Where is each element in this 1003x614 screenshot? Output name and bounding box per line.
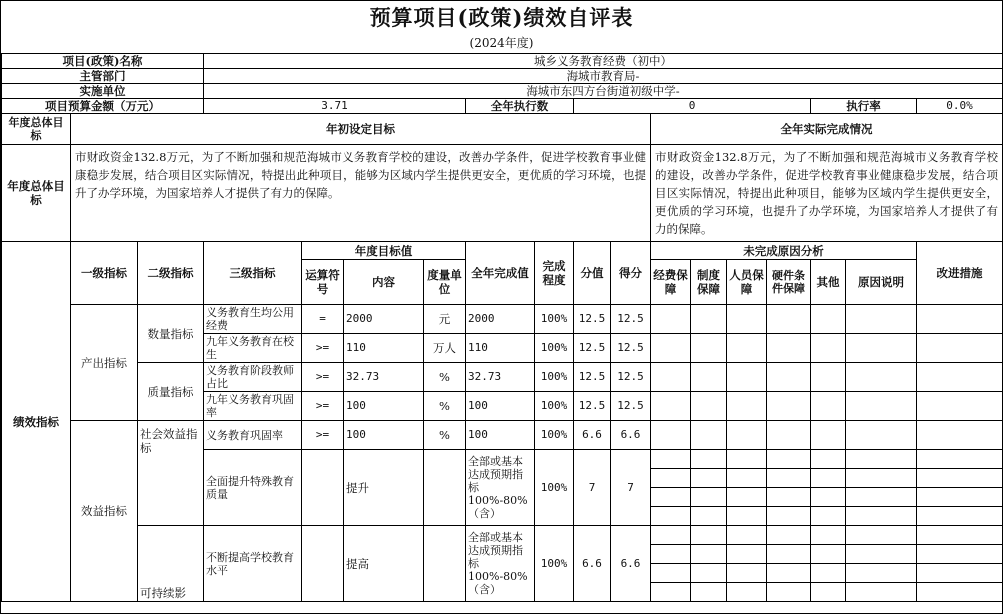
initial-goal-text: 市财政资金132.8万元，为了不断加强和规范海城市义务教育学校的建设，改善办学条件，促进学校教育事业健康稳步发展，结合项目区实际情况，特提出此种项目，能够为区域内学生提供更安全，更优质的学习环境，也提升了办学环境，为国家培养人才提供了有力的保障。	[71, 145, 651, 242]
rate-value: 0.0%	[917, 99, 1003, 114]
goal-label-top: 年度总体目标	[2, 114, 71, 145]
row6-degree: 100%	[535, 450, 574, 526]
degree-header: 完成程度	[535, 242, 574, 305]
op-header: 运算符号	[302, 260, 344, 305]
level2-header: 二级指标	[138, 242, 204, 305]
row1-score: 12.5	[611, 305, 651, 334]
perf-label: 绩效指标	[2, 242, 71, 602]
row7-score: 6.6	[611, 526, 651, 602]
row2-value: 12.5	[574, 334, 611, 363]
output-group: 产出指标	[71, 305, 138, 421]
dept-value: 海城市教育局-	[204, 69, 1003, 84]
reason-header: 原因说明	[846, 260, 917, 305]
project-label: 项目(政策)名称	[2, 54, 204, 69]
hardware-header: 硬件条件保障	[767, 260, 811, 305]
unfinished-header: 未完成原因分析	[651, 242, 917, 260]
row2-actual: 110	[466, 334, 535, 363]
row4-l3: 九年义务教育巩固率	[204, 392, 302, 421]
row3-content: 32.73	[344, 363, 424, 392]
row3-unit: %	[424, 363, 466, 392]
goal-label: 年度总体目标	[2, 145, 71, 242]
other-header: 其他	[811, 260, 846, 305]
quantity-group: 数量指标	[138, 305, 204, 363]
project-value: 城乡义务教育经费（初中）	[204, 54, 1003, 69]
row3-actual: 32.73	[466, 363, 535, 392]
budget-label: 项目预算金额（万元）	[2, 99, 204, 114]
unit-header: 度量单位	[424, 260, 466, 305]
actual-goal-header: 全年实际完成情况	[651, 114, 1003, 145]
level1-header: 一级指标	[71, 242, 138, 305]
social-group: 社会效益指标	[138, 421, 204, 526]
row1-unit: 元	[424, 305, 466, 334]
row4-degree: 100%	[535, 392, 574, 421]
row7-degree: 100%	[535, 526, 574, 602]
row1-l3: 义务教育生均公用经费	[204, 305, 302, 334]
row7-l3: 不断提高学校教育水平	[204, 526, 302, 602]
exec-label: 全年执行数	[466, 99, 574, 114]
row5-l3: 义务教育巩固率	[204, 421, 302, 450]
annual-target-header: 年度目标值	[302, 242, 466, 260]
row7-actual: 全部或基本达成预期指标100%-80%（含）	[466, 526, 535, 602]
unit-label: 实施单位	[2, 84, 204, 99]
row6-score: 7	[611, 450, 651, 526]
row4-unit: %	[424, 392, 466, 421]
row1-content: 2000	[344, 305, 424, 334]
row2-op: >=	[302, 334, 344, 363]
row7-unit	[424, 526, 466, 602]
row3-score: 12.5	[611, 363, 651, 392]
row5-unit: %	[424, 421, 466, 450]
row7-value: 6.6	[574, 526, 611, 602]
sustain-group: 可持续影	[138, 526, 204, 602]
row4-content: 100	[344, 392, 424, 421]
actual-value-header: 全年完成值	[466, 242, 535, 305]
content-header: 内容	[344, 260, 424, 305]
row2-score: 12.5	[611, 334, 651, 363]
row2-unit: 万人	[424, 334, 466, 363]
quality-group: 质量指标	[138, 363, 204, 421]
fund-header: 经费保障	[651, 260, 691, 305]
row5-score: 6.6	[611, 421, 651, 450]
initial-goal-header: 年初设定目标	[71, 114, 651, 145]
budget-value: 3.71	[204, 99, 466, 114]
actual-goal-text: 市财政资金132.8万元，为了不断加强和规范海城市义务教育学校的建设，改善办学条件，促进学校教育事业健康稳步发展，结合项目区实际情况，特提出此种项目，能够为区域内学生提供更安全，更优质的学习环境，也提升了办学环境，为国家培养人才提供了有力的保障。	[651, 145, 1003, 242]
row4-value: 12.5	[574, 392, 611, 421]
row3-op: >=	[302, 363, 344, 392]
exec-value: 0	[574, 99, 811, 114]
row2-degree: 100%	[535, 334, 574, 363]
row7-content: 提高	[344, 526, 424, 602]
row3-degree: 100%	[535, 363, 574, 392]
score-value-header: 分值	[574, 242, 611, 305]
dept-label: 主管部门	[2, 69, 204, 84]
row6-l3: 全面提升特殊教育质量	[204, 450, 302, 526]
row1-op: =	[302, 305, 344, 334]
score-header: 得分	[611, 242, 651, 305]
row6-op	[302, 450, 344, 526]
row6-value: 7	[574, 450, 611, 526]
row3-l3: 义务教育阶段教师占比	[204, 363, 302, 392]
row1-actual: 2000	[466, 305, 535, 334]
row3-value: 12.5	[574, 363, 611, 392]
rate-label: 执行率	[811, 99, 917, 114]
form-year: (2024年度)	[469, 36, 534, 50]
row4-actual: 100	[466, 392, 535, 421]
row6-content: 提升	[344, 450, 424, 526]
unit-value: 海城市东四方台街道初级中学-	[204, 84, 1003, 99]
row1-value: 12.5	[574, 305, 611, 334]
form-title: 预算项目(政策)绩效自评表	[369, 5, 634, 30]
row4-score: 12.5	[611, 392, 651, 421]
row1-degree: 100%	[535, 305, 574, 334]
personnel-header: 人员保障	[727, 260, 767, 305]
row5-degree: 100%	[535, 421, 574, 450]
system-header: 制度保障	[691, 260, 727, 305]
row6-actual: 全部或基本达成预期指标100%-80%（含）	[466, 450, 535, 526]
evaluation-table	[1, 53, 1003, 602]
row5-actual: 100	[466, 421, 535, 450]
level3-header: 三级指标	[204, 242, 302, 305]
row5-content: 100	[344, 421, 424, 450]
row4-op: >=	[302, 392, 344, 421]
row6-unit	[424, 450, 466, 526]
improve-header: 改进措施	[917, 242, 1003, 305]
row2-content: 110	[344, 334, 424, 363]
row7-op	[302, 526, 344, 602]
benefit-group: 效益指标	[71, 421, 138, 602]
row5-op: >=	[302, 421, 344, 450]
row2-l3: 九年义务教育在校生	[204, 334, 302, 363]
row5-value: 6.6	[574, 421, 611, 450]
